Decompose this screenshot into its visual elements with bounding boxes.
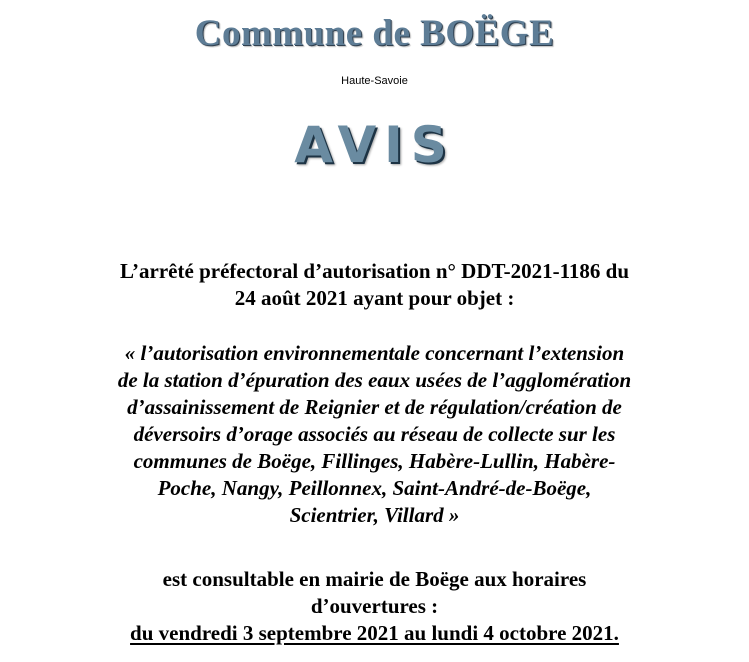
- decree-object-line-3: d’assainissement de Reignier et de régulation/création de: [127, 395, 622, 419]
- consultation-info: [0, 566, 749, 647]
- consultation-line-1: est consultable en mairie de Boëge aux horaires: [162, 567, 587, 591]
- decree-intro: [0, 258, 749, 312]
- notice-heading: AVIS: [294, 116, 455, 174]
- decree-intro-line-2: 24 août 2021 ayant pour objet :: [234, 286, 515, 310]
- decree-object-line-7: Scientrier, Villard »: [289, 503, 460, 527]
- decree-object-line-5: communes de Boëge, Fillinges, Habère-Lullin, Habère-: [133, 449, 616, 473]
- decree-object-line-4: déversoirs d’orage associés au réseau de collecte sur les: [133, 422, 616, 446]
- decree-object-line-2: de la station d’épuration des eaux usées de l’agglomération: [117, 368, 632, 392]
- consultation-period: du vendredi 3 septembre 2021 au lundi 4 octobre 2021.: [130, 621, 619, 645]
- decree-object-line-6: Poche, Nangy, Peillonnex, Saint-André-de-Boëge,: [157, 476, 592, 500]
- decree-intro-line-1: L’arrêté préfectoral d’autorisation n° DDT-2021-1186 du: [119, 259, 630, 283]
- department-label: Haute-Savoie: [341, 75, 408, 87]
- consultation-line-2: d’ouvertures :: [310, 594, 439, 618]
- commune-title: Commune de BOËGE: [194, 13, 555, 54]
- decree-object: [0, 340, 749, 529]
- decree-object-line-1: « l’autorisation environnementale concernant l’extension: [124, 341, 625, 365]
